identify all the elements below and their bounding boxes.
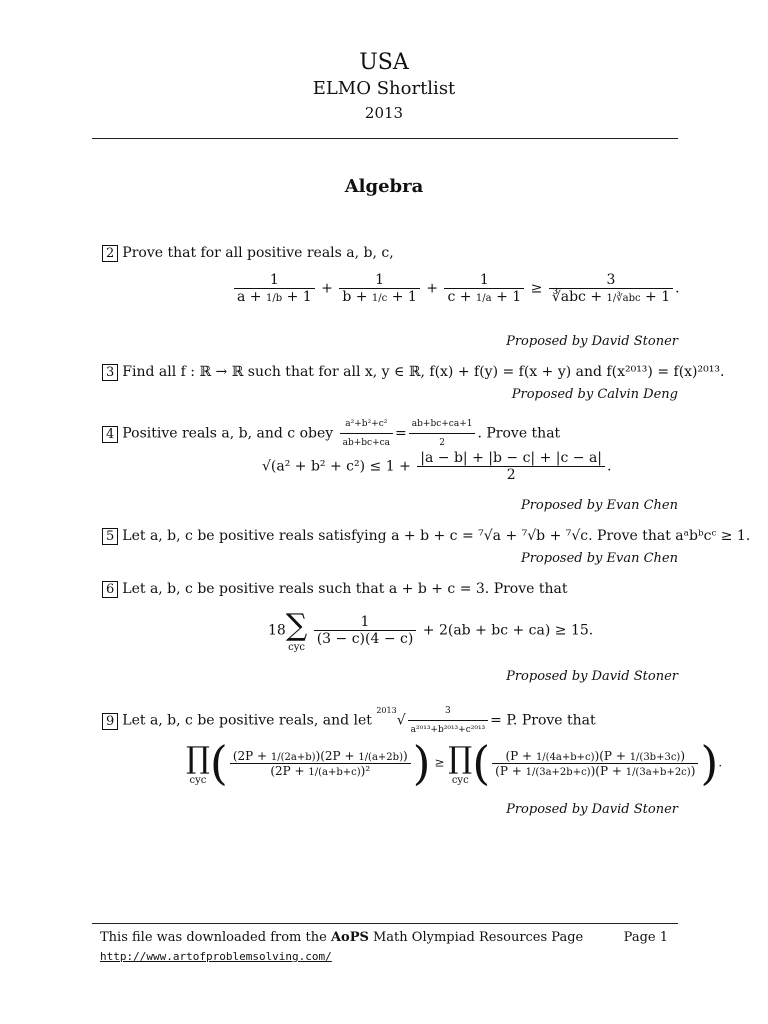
problem-number: 9 — [102, 713, 118, 730]
problem-3-proposer: Proposed by Calvin Deng — [511, 387, 678, 402]
problem-2 — [102, 244, 682, 262]
page-number: Page 1 — [623, 930, 668, 945]
footer-link[interactable]: http://www.artofproblemsolving.com/ — [100, 950, 332, 963]
footer-rule — [92, 923, 678, 924]
problem-4-formula: √(a² + b² + c²) ≤ 1 + $\frac{|a - b| + |b - c| + |c - a|}{2}$ . — [262, 450, 612, 483]
problem-9: 9 Let a, b, c be positive reals, and let $^{2013}$√ $\frac{3}{\text{a²⁰¹³+b²⁰¹³+c²⁰¹³}}$ = P. Prove that — [102, 702, 682, 739]
problem-5 — [102, 527, 751, 545]
problem-6-proposer: Proposed by David Stoner — [506, 669, 678, 684]
problem-text-start: Positive reals a, b, and c obey — [122, 425, 334, 442]
problem-number: 2 — [102, 245, 118, 262]
problem-number: 3 — [102, 364, 118, 381]
problem-text-start: Let a, b, c be positive reals, and let — [122, 712, 372, 729]
problem-text: Find all f : ℝ → ℝ such that for all x, y ∈ ℝ, f(x) + f(y) = f(x + y) and f(x²⁰¹³) = f(x)²⁰¹³. — [122, 364, 725, 380]
problem-9-formula: ∏ cyc ( $\frac{(2P + 1/(2a+b))(2P + 1/(a+2b))}{\text{(2P + 1/(a+b+c))²}}$ ) ≥ ∏ cyc ( $\frac{(P + 1/(4a+b+c))(P + 1/(3b+3c))}{(P + 1/(3a+2b+c))(P + 1/(3a+b+2c))}$ ). — [186, 736, 723, 790]
problem-2-proposer: Proposed by David Stoner — [506, 334, 678, 349]
header-country: USA — [359, 50, 409, 75]
problem-number: 5 — [102, 528, 118, 545]
footer-text-end: Math Olympiad Resources Page — [373, 930, 584, 945]
header-contest: ELMO Shortlist — [312, 78, 456, 99]
header-year: 2013 — [364, 104, 404, 122]
footer-brand: AoPS — [330, 930, 369, 945]
problem-number: 6 — [102, 581, 118, 598]
problem-6 — [102, 580, 682, 598]
problem-text: Prove that for all positive reals a, b, c, — [122, 245, 394, 261]
problem-9-proposer: Proposed by David Stoner — [506, 802, 678, 817]
problem-text-end: . Prove that — [477, 425, 561, 442]
problem-number: 4 — [102, 426, 118, 443]
problem-4-proposer: Proposed by Evan Chen — [520, 498, 678, 513]
problem-4: 4 Positive reals a, b, and c obey $\frac{\text{a²+b²+c²}}{ab+bc+ca}$ = $\frac{ab+bc+ca+1}{2}$ . Prove that — [102, 415, 682, 452]
problem-text: Let a, b, c be positive reals satisfying a + b + c = ⁷√a + ⁷√b + ⁷√c. Prove that aᵃbᵇcᶜ ≥ 1. — [122, 528, 751, 544]
problem-text-end: = P. Prove that — [490, 712, 596, 729]
header-rule — [92, 138, 678, 139]
section-title: Algebra — [344, 176, 424, 197]
problem-5-proposer: Proposed by Evan Chen — [520, 551, 678, 566]
problem-3 — [102, 363, 725, 381]
problem-2-formula: $\frac{1}{a + 1/b + 1}$ + $\frac{1}{b + 1/c + 1}$ + $\frac{1}{c + 1/a + 1}$ ≥ $\frac{3}{\text{∛abc + 1/∛abc + 1}}$ . — [232, 272, 680, 305]
problem-text: Let a, b, c be positive reals such that a + b + c = 3. Prove that — [122, 581, 568, 597]
problem-6-formula: 18∑ cyc $\frac{1}{(3 - c)(4 - c)}$ + 2(ab + bc + ca) ≥ 15. — [268, 608, 594, 653]
footer-text-start: This file was downloaded from the — [100, 930, 327, 945]
footer-text — [100, 930, 583, 945]
